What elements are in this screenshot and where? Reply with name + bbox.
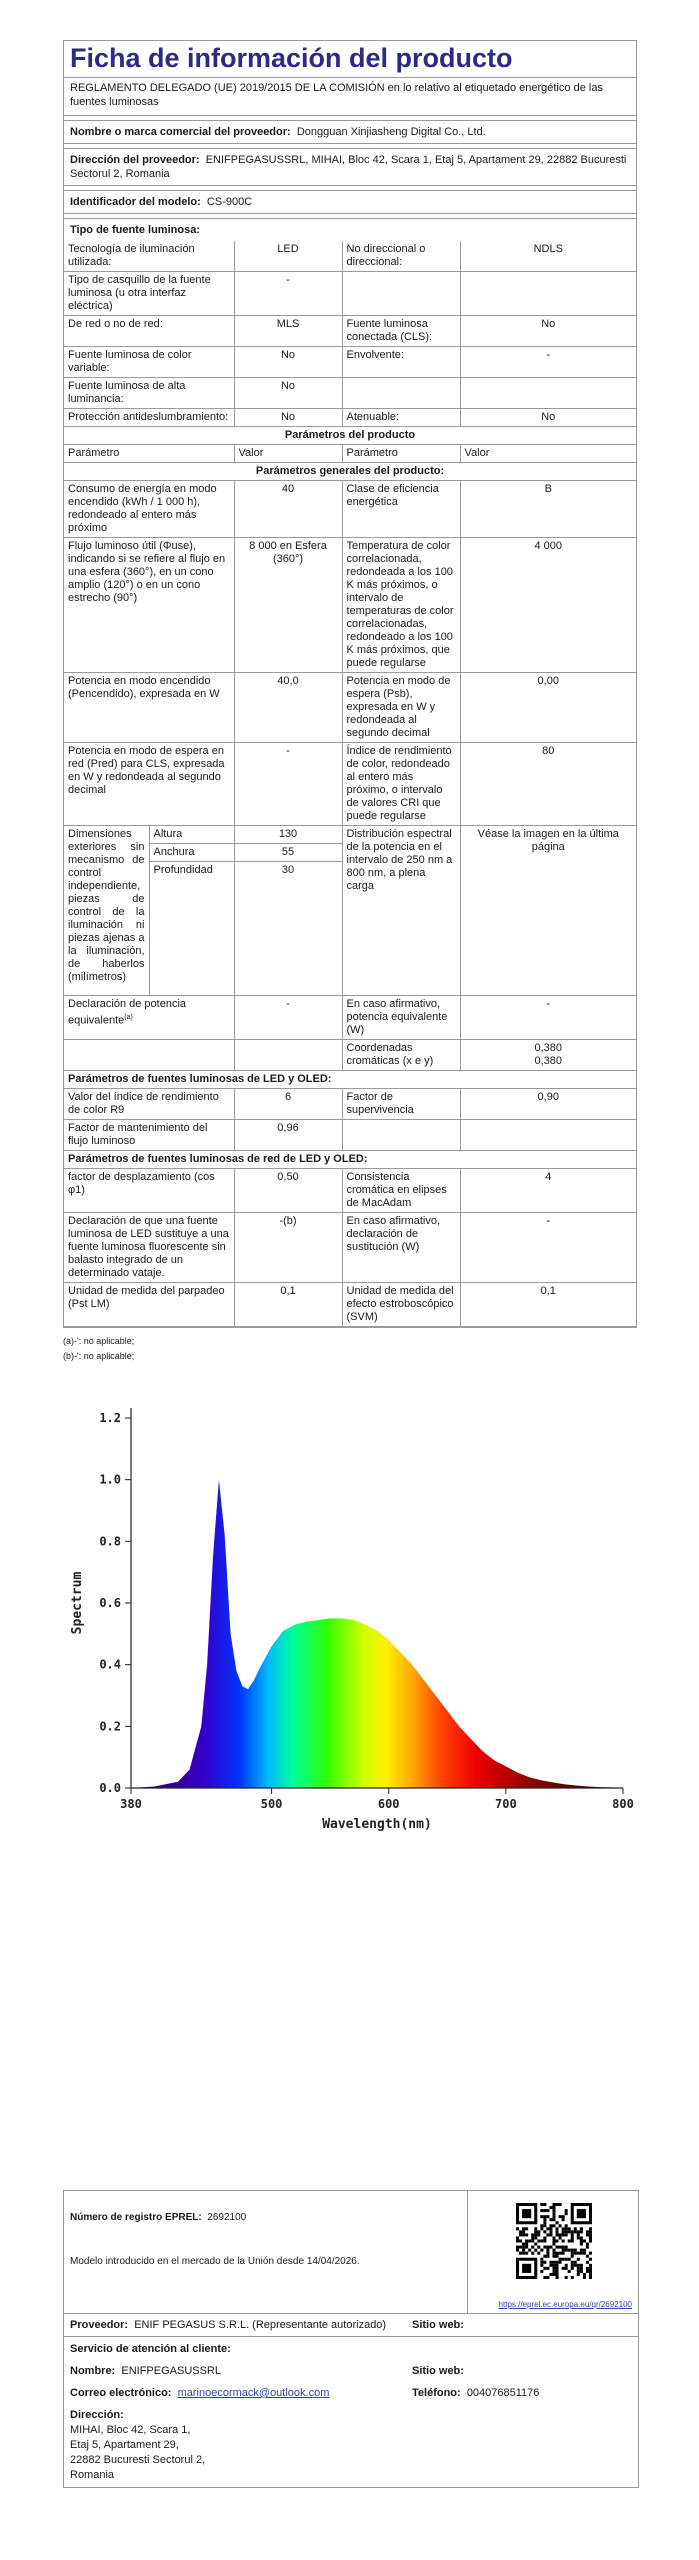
height-label: Altura <box>153 828 183 840</box>
col-param-2: Parámetro <box>342 445 460 463</box>
table-row <box>64 316 636 347</box>
source-type-label-4: Fuente luminosa de alta luminancia: <box>64 378 234 409</box>
mains-label2-2: Unidad de medida del efecto estroboscópico (SVM) <box>342 1283 460 1327</box>
led-label-1: Factor de mantenimiento del flujo luminoso <box>64 1120 234 1151</box>
general-label-3: Potencia en modo de espera en red (Pred) para CLS, expresada en W y redondeada al segundo decimal <box>64 743 234 826</box>
chroma-label: Coordenadas cromáticas (x e y) <box>342 1040 460 1071</box>
product-info-sheet <box>63 40 637 1863</box>
x-tick-label: 700 <box>495 1797 517 1811</box>
mains-value-2: 0,1 <box>234 1283 342 1327</box>
source-type-value-0: LED <box>234 241 342 272</box>
mains-heading: Parámetros de fuentes luminosas de red de LED y OLED: <box>64 1151 636 1169</box>
mains-label2-0: Consistencia cromática en elipses de MacAdam <box>342 1169 460 1213</box>
table-row <box>64 1169 636 1213</box>
source-type-label2-0: No direccional o direccional: <box>342 241 460 272</box>
table-row <box>64 743 636 826</box>
table-row <box>64 1120 636 1151</box>
led-value-1: 0,96 <box>234 1120 342 1151</box>
eprel-box <box>63 2190 639 2488</box>
equiv-w-label: En caso afirmativo, potencia equivalente (W) <box>342 996 460 1040</box>
equiv-label: Declaración de potencia equivalente$^{(a)}$ <box>64 996 234 1040</box>
footnotes <box>63 1334 637 1364</box>
mains-value-1: -(b) <box>234 1213 342 1283</box>
mains-label-1: Declaración de que una fuente luminosa de LED sustituye a una fuente luminosa fluorescente sin balasto integrado de un determinado vataje. <box>64 1213 234 1283</box>
address-line-2: 22882 Bucuresti Sectorul 2, <box>70 2454 206 2466</box>
depth-label: Profundidad <box>153 864 213 876</box>
equiv-w-value: - <box>460 996 636 1040</box>
general-value-2: 40,0 <box>234 673 342 743</box>
led-value-0: 6 <box>234 1089 342 1120</box>
service-heading: Servicio de atención al cliente: <box>70 2343 231 2355</box>
general-value2-2: 0,00 <box>460 673 636 743</box>
x-tick-label: 500 <box>260 1797 283 1811</box>
led-label2-0: Factor de supervivencia <box>342 1089 460 1120</box>
source-type-value-5: No <box>234 409 342 427</box>
general-value-0: 40 <box>234 481 342 538</box>
y-tick-label: 0.4 <box>99 1657 121 1672</box>
address-line-0: MIHAI, Bloc 42, Scara 1, <box>70 2424 191 2436</box>
x-tick-label: 380 <box>120 1797 142 1811</box>
source-type-table <box>64 241 636 427</box>
source-type-label-2: De red o no de red: <box>64 316 234 347</box>
eprel-reg-value: 2692100 <box>207 2212 247 2223</box>
mains-value2-1: - <box>460 1213 636 1283</box>
y-tick-label: 0.2 <box>99 1719 121 1734</box>
source-type-label-3: Fuente luminosa de color variable: <box>64 347 234 378</box>
equiv-value: - <box>234 996 342 1040</box>
qr-code-icon[interactable] <box>516 2203 592 2279</box>
provider-web-label: Sitio web: <box>412 2319 464 2331</box>
phone-value: 004076851176 <box>466 2387 540 2399</box>
led-label-0: Valor del índice de rendimiento de color R9 <box>64 1089 234 1120</box>
source-type-value-3: No <box>234 347 342 378</box>
led-value2-1 <box>460 1120 636 1151</box>
source-type-label-5: Protección antideslumbramiento: <box>64 409 234 427</box>
mains-label2-1: En caso afirmativo, declaración de sustitución (W) <box>342 1213 460 1283</box>
source-type-value2-1 <box>460 272 636 316</box>
source-type-label2-4 <box>342 378 460 409</box>
general-value-1: 8 000 en Esfera (360°) <box>234 538 342 673</box>
provider-value: ENIF PEGASUS S.R.L. (Representante autorizado) <box>134 2319 387 2331</box>
spd-label: Distribución espectral de la potencia en el intervalo de 250 nm a 800 nm, a plena carga <box>342 826 460 996</box>
general-label2-2: Potencia en modo de espera (Psb), expresada en W y redondeada al segundo decimal <box>342 673 460 743</box>
y-axis-label: Spectrum <box>70 1571 85 1635</box>
table-row <box>64 1283 636 1327</box>
email-link[interactable]: marinoecormack@outlook.com <box>177 2387 330 2399</box>
supplier-name-row: Nombre o marca comercial del proveedor: Dongguan Xinjiasheng Digital Co., Ltd. <box>64 120 636 143</box>
eprel-link[interactable]: https://eprel.ec.europa.eu/qr/2692100 <box>498 2300 632 2309</box>
table-row <box>64 538 636 673</box>
source-type-value2-3: - <box>460 347 636 378</box>
phone-label: Teléfono: <box>412 2387 461 2399</box>
eprel-reg-label: Número de registro EPREL: <box>70 2212 202 2223</box>
supplier-address-row: Dirección del proveedor: ENIFPEGASUSSRL, MIHAI, Bloc 42, Scara 1, Etaj 5, Apartament 29, 22882 Bucuresti Sectorul 2, Romania <box>64 148 636 185</box>
table-row <box>64 673 636 743</box>
y-tick-label: 1.2 <box>99 1411 121 1425</box>
source-type-value-1: - <box>234 272 342 316</box>
service-name-value: ENIFPEGASUSSRL <box>121 2365 221 2377</box>
service-web-label: Sitio web: <box>412 2365 464 2377</box>
y-tick-label: 0.6 <box>99 1596 121 1610</box>
general-label-0: Consumo de energía en modo encendido (kWh / 1 000 h), redondeado al entero más próximo <box>64 481 234 538</box>
dimensions-label: Dimensiones exteriores sin mecanismo de control independiente, piezas de control de la iluminación ni piezas ajenas a la iluminación, de haberlos (milímetros) <box>64 826 149 996</box>
col-value-1: Valor <box>234 445 342 463</box>
regulation-text: REGLAMENTO DELEGADO (UE) 2019/2015 DE LA COMISIÓN en lo relativo al etiquetado energético de las fuentes luminosas <box>64 77 636 115</box>
general-label-1: Flujo luminoso útil (Φuse), indicando si se refiere al flujo en una esfera (360°), en un cono amplio (120°) o en un cono estrecho (90°) <box>64 538 234 673</box>
params-heading: Parámetros del producto <box>64 427 636 445</box>
table-row <box>64 409 636 427</box>
mains-value-0: 0,50 <box>234 1169 342 1213</box>
spd-value: Véase la imagen en la última página <box>460 826 636 996</box>
height-value: 130 <box>235 826 342 844</box>
mains-label-2: Unidad de medida del parpadeo (Pst LM) <box>64 1283 234 1327</box>
col-value-2: Valor <box>460 445 636 463</box>
led-value2-0: 0,90 <box>460 1089 636 1120</box>
address-value <box>70 2423 632 2483</box>
page-title: Ficha de información del producto <box>70 43 513 73</box>
general-value-3: - <box>234 743 342 826</box>
general-value2-1: 4 000 <box>460 538 636 673</box>
product-params-table <box>64 427 636 1327</box>
y-tick-label: 1.0 <box>99 1472 121 1487</box>
mains-value2-2: 0,1 <box>460 1283 636 1327</box>
source-type-label2-2: Fuente luminosa conectada (CLS): <box>342 316 460 347</box>
general-label-2: Potencia en modo encendido (Pencendido), expresada en W <box>64 673 234 743</box>
source-type-label2-1 <box>342 272 460 316</box>
source-type-value2-5: No <box>460 409 636 427</box>
provider-label: Proveedor: <box>70 2319 129 2331</box>
source-type-value-2: MLS <box>234 316 342 347</box>
spectrum-chart <box>63 1378 637 1858</box>
email-label: Correo electrónico: <box>70 2387 172 2399</box>
led-label2-1 <box>342 1120 460 1151</box>
x-tick-label: 600 <box>377 1797 400 1811</box>
table-row <box>64 481 636 538</box>
mains-label-0: factor de desplazamiento (cos φ1) <box>64 1169 234 1213</box>
source-type-value2-2: No <box>460 316 636 347</box>
y-tick-label: 0.0 <box>99 1781 121 1795</box>
general-heading: Parámetros generales del producto: <box>64 463 636 481</box>
col-param-1: Parámetro <box>64 445 234 463</box>
table-row <box>64 1213 636 1283</box>
x-axis-label: Wavelength(nm) <box>322 1817 432 1832</box>
table-row <box>64 1089 636 1120</box>
source-type-value2-0: NDLS <box>460 241 636 272</box>
width-label: Anchura <box>153 846 195 858</box>
address-label: Dirección: <box>70 2409 124 2421</box>
general-value2-3: 80 <box>460 743 636 826</box>
source-type-value-4: No <box>234 378 342 409</box>
depth-value: 30 <box>281 864 295 876</box>
table-row <box>64 347 636 378</box>
y-tick-label: 0.8 <box>99 1534 121 1549</box>
chroma-value: 0,380 0,380 <box>460 1040 636 1071</box>
general-label2-0: Clase de eficiencia energética <box>342 481 460 538</box>
source-type-heading: Tipo de fuente luminosa: <box>64 218 636 241</box>
address-line-1: Etaj 5, Apartament 29, <box>70 2439 179 2451</box>
footnote-a: (a)-': no aplicable; <box>63 1336 135 1346</box>
table-row <box>64 378 636 409</box>
source-type-label-1: Tipo de casquillo de la fuente luminosa (u otra interfaz eléctrica) <box>64 272 234 316</box>
general-label2-1: Temperatura de color correlacionada, redondeada a los 100 K más próximos, o intervalo de temperaturas de color correlacionadas, redondeado a los 100 K más próximos, que puede regularse <box>342 538 460 673</box>
table-row <box>64 241 636 272</box>
footnote-b: (b)-': no aplicable; <box>63 1351 135 1361</box>
source-type-label2-3: Envolvente: <box>342 347 460 378</box>
address-line-3: Romania <box>70 2469 115 2481</box>
sheet-frame <box>63 40 637 1328</box>
eprel-intro: Modelo introducido en el mercado de la Unión desde 14/04/2026. <box>70 2256 360 2267</box>
source-type-value2-4 <box>460 378 636 409</box>
source-type-label2-5: Atenuable: <box>342 409 460 427</box>
model-id-row: Identificador del modelo: CS-900C <box>64 190 636 213</box>
service-name-label: Nombre: <box>70 2365 116 2377</box>
mains-value2-0: 4 <box>460 1169 636 1213</box>
general-value2-0: B <box>460 481 636 538</box>
led-heading: Parámetros de fuentes luminosas de LED y OLED: <box>64 1071 636 1089</box>
width-value: 55 <box>235 844 342 862</box>
x-tick-label: 800 <box>612 1797 634 1811</box>
source-type-label-0: Tecnología de iluminación utilizada: <box>64 241 234 272</box>
table-row <box>64 272 636 316</box>
general-label2-3: Índice de rendimiento de color, redondeado al entero más próximo, o intervalo de valores CRI que puede regularse <box>342 743 460 826</box>
spectrum-area <box>131 1480 623 1788</box>
